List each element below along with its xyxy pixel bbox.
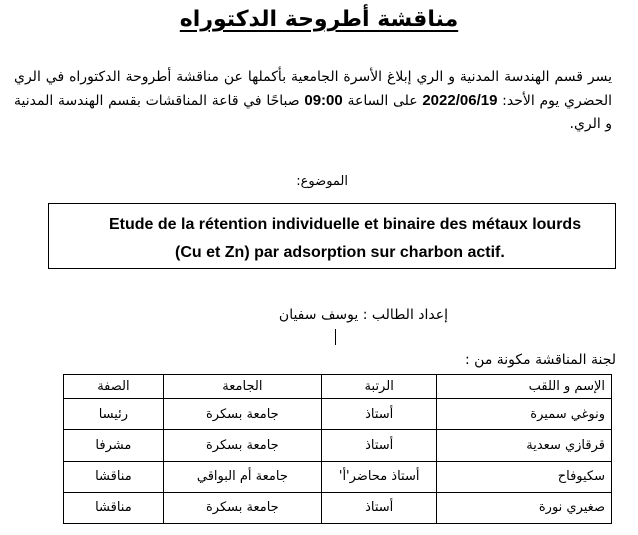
text-cursor [335, 329, 336, 345]
subject-line-2: (Cu et Zn) par adsorption sur charbon actif. [175, 244, 505, 261]
table-row [64, 430, 612, 461]
cell-name: صغيري نورة [437, 492, 612, 523]
cell-university: جامعة أم البواقي [163, 461, 321, 492]
header-rank: الرتبة [321, 375, 436, 399]
cell-role: مشرفا [64, 430, 164, 461]
header-role: الصفة [64, 375, 164, 399]
student-label: إعداد الطالب : يوسف سفيان [278, 307, 448, 323]
cell-rank: أستاذ [321, 492, 436, 523]
table-row [64, 461, 612, 492]
cell-university: جامعة بسكرة [163, 492, 321, 523]
cell-role: مناقشا [64, 492, 164, 523]
cell-rank: أستاذ [321, 399, 436, 430]
paragraph-intro: يسر قسم الهندسة المدنية و الري إبلاغ الأسرة الجامعية بأكملها عن مناقشة أطروحة الدكتوراه في الري الحضري يوم الأحد: [14, 69, 613, 109]
defense-time: 09:00 [304, 92, 343, 109]
cell-role: رئيسا [64, 399, 164, 430]
paragraph-outro: صباحًا في قاعة المناقشات بقسم الهندسة المدنية و الري. [14, 93, 612, 132]
cell-university: جامعة بسكرة [163, 430, 321, 461]
cell-name: ونوغي سميرة [437, 399, 612, 430]
title-text: مناقشة أطروحة الدكتوراه [179, 7, 459, 32]
table-row [64, 492, 612, 523]
cell-name: سكيوفاح [437, 461, 612, 492]
committee-table [63, 374, 612, 524]
table-row [64, 399, 612, 430]
subject-label: الموضوع: [296, 174, 348, 189]
cell-role: مناقشا [64, 461, 164, 492]
defense-date: 2022/06/19 [422, 92, 498, 109]
header-name: الإسم و اللقب [437, 375, 612, 399]
cell-university: جامعة بسكرة [163, 399, 321, 430]
cell-name: قرقازي سعدية [437, 430, 612, 461]
announcement-paragraph [14, 66, 612, 136]
cell-rank: أستاذ [321, 430, 436, 461]
committee-header-row [64, 375, 612, 399]
paragraph-time-prefix: على الساعة [342, 93, 423, 109]
header-university: الجامعة [163, 375, 321, 399]
committee-label: لجنة المناقشة مكونة من : [465, 352, 616, 368]
document-title [0, 6, 638, 34]
subject-line-1: Etude de la rétention individuelle et binaire des métaux lourds [109, 216, 582, 233]
cell-rank: أستاذ محاضر'أ' [321, 461, 436, 492]
subject-box [48, 203, 616, 269]
